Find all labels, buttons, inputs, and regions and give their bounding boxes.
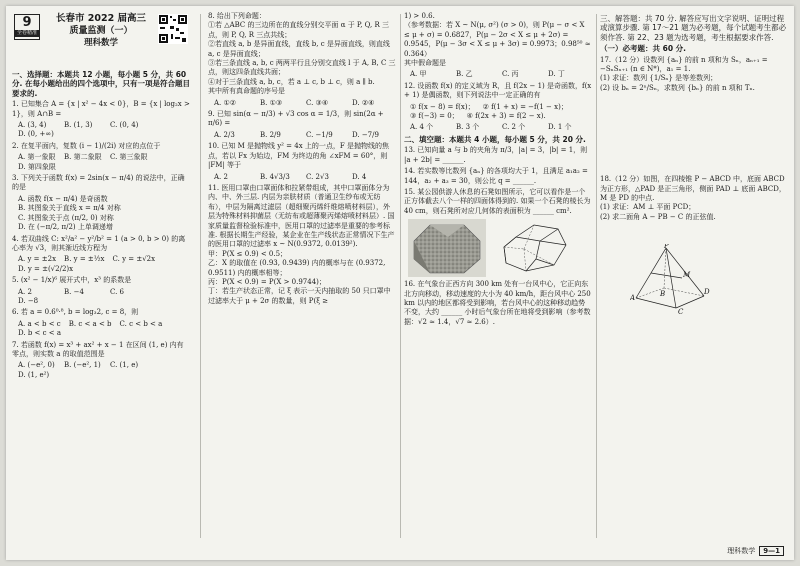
question-18: 18.（12 分）如图，在四棱锥 P − ABCD 中，底面 ABCD 为正方形，△PAD 是正三角形，侧面 PAD ⊥ 底面 ABCD，M 是 PD 的中点. (1) 求证：AM ⊥ 平面 PCD； (2) 求二面角 A − PB − C 的正弦值. bbox=[600, 175, 786, 221]
question-2: 2. 在复平面内，复数 (i − 1)/(2i) 对应的点位于 bbox=[12, 141, 161, 150]
column-divider bbox=[400, 14, 401, 538]
question-5: 5. (x² − 1/x)⁶ 展开式中，x³ 的系数是 bbox=[12, 276, 132, 285]
question-1: 1. 已知集合 A = {x | x² − 4x < 0}，B = {x | log₂x > 1}，则 A∩B = bbox=[12, 100, 190, 118]
truncated-cube-diagram bbox=[496, 219, 574, 277]
exam-page bbox=[6, 6, 794, 560]
title-line-3: 理科数学 bbox=[83, 38, 118, 48]
question-12-statements: ① f(x − 8) = f(x)； ② f(1 + x) = −f(1 − x)； ③ f(−3) = 0； ④ f(2x + 3) = f(2 − x). bbox=[410, 102, 568, 121]
question-16: 16. 在气象台正西方向 300 km 处有一台风中心，它正向东北方向移动，移动速度的大小为 40 km/h，距台风中心 250 km 以内的地区都将受到影响，若台风中心的这种移动趋势不变，大约 ______ 小时后气象台所在地将受到影响（参考数据：√2 ≈ 1.4，√7 ≈ 2.6）. bbox=[404, 280, 591, 326]
page-footer bbox=[727, 546, 784, 556]
vertex-label: M bbox=[683, 271, 691, 280]
question-12: 12. 设函数 f(x) 的定义域为 R，且 f(2x − 1) 是奇函数，f(x + 1) 是偶函数，则下列说法中一定正确的有 bbox=[404, 81, 592, 100]
question-11: 11. 医用口罩由口罩面体和拉紧带组成，其中口罩面体分为内、中、外三层. 内层为亲肤材质（普通卫生纱布或无纺布），中层为隔离过滤层（超细聚丙烯纤维熔喷材料层），外层为特殊材料抑菌层（无纺布或超薄聚丙烯熔喷材料层）. 国家质量监督检验标准中，医用口罩的过滤率是重要的参考标准. 根据长期生产经验，某企业在生产线状态正常情况下生产的医用口罩的过滤率 x ~ N(0.9372, 0.0139²). 甲：P(X ≤ 0.9) < 0.5； 乙：X 的取值在 (0.93, 0.9439) 内的概率与在 (0.9372, 0.9511) 内的概率相等； 丙：P(X < 0.9) = P(X > 0.9744)； 丁：若生产状态正常，记 ξ 表示一天内抽取的 50 只口罩中过滤率大于 μ + 2σ 的数量，则 P(ξ ≥ bbox=[208, 183, 395, 305]
question-10: 10. 已知 M 是抛物线 y² = 4x 上的一点，F 是抛物线的焦点，若以 Fx 为始边，FM 为终边的角 ∠xFM = 60°，则 |FM| 等于 bbox=[208, 142, 389, 170]
question-13: 13. 已知向量 a 与 b 的夹角为 π/3，|a| = 3，|b| = 1，则 |a + 2b| = ______. bbox=[404, 146, 588, 164]
question-8: 8. 给出下列命题： ①若 △ABC 的三边所在的直线分别交平面 α 于 P, Q, R 三点，则 P, Q, R 三点共线； ②若直线 a, b 是异面直线，直线 b, c 是异面直线，则直线 a, c 是异面直线； ③若三条直线 a, b, c 两两平行且分别交直线 l 于 A, B, C 三点，则这四条直线共面； ④对于三条直线 a, b, c，若 a ⊥ c, b ⊥ c，则 a ∥ b. 其中所有真命题的序号是 bbox=[208, 12, 396, 96]
column-3 bbox=[404, 12, 592, 542]
question-4: 4. 若双曲线 C: x²/a² − y²/b² = 1 (a > 0, b > 0) 的离心率为 √3，则其渐近线方程为 bbox=[12, 234, 186, 252]
exam-header bbox=[12, 12, 190, 68]
vertex-label: D bbox=[704, 288, 710, 297]
title-line-2: 质量监测（一） bbox=[69, 26, 133, 36]
stone-bench-photo bbox=[408, 219, 486, 277]
section-2-heading: 二、填空题：本题共 4 小题，每小题 5 分，共 20 分. bbox=[404, 134, 586, 144]
paper-tag: 全卷精准 bbox=[16, 30, 37, 36]
column-2 bbox=[208, 12, 396, 542]
question-3-options: A. 函数 f(x − π/4) 是奇函数 B. 其图象关于直线 x = π/4 对称 C. 其图象关于点 (π/2, 0) 对称 D. 在 (−π/2, π/2) 上单调递增 bbox=[18, 194, 121, 232]
column-divider bbox=[596, 14, 597, 538]
question-10-options: A. 2 B. 4√3/3 C. 2√3 D. 4 bbox=[214, 172, 367, 181]
required-section-heading: （一）必考题：共 60 分. bbox=[600, 44, 687, 54]
column-1 bbox=[12, 12, 190, 542]
question-15: 15. 某公园供游人休息的石凳如图所示，它可以看作是一个正方体截去八个一样的四面体得到的. 如果一个石凳的棱长为 40 cm，则石凳所对应几何体的表面积为 ______ cm². bbox=[404, 187, 591, 215]
question-1-options: A. (3, 4) B. (1, 3) C. (0, 4) D. (0, +∞) bbox=[18, 121, 139, 139]
exam-title bbox=[46, 12, 156, 49]
question-7: 7. 若函数 f(x) = x³ + ax² + x − 1 在区间 (1, e) 内有零点，则实数 a 的取值范围是 bbox=[12, 340, 184, 358]
question-11-continued: 1) > 0.6. （参考数据：若 X ~ N(μ, σ²) (σ > 0)，则 P(μ − σ < X ≤ μ + σ) = 0.6827，P(μ − 2σ < X ≤ μ + 2σ) = 0.9545，P(μ − 3σ < X ≤ μ + 3σ) = 0.9973；0.98⁵⁰ ≈ 0.364） 其中假命题是 bbox=[404, 12, 591, 68]
footer-subject: 理科数学 bbox=[727, 547, 756, 555]
question-14: 14. 若实数等比数列 {aₙ} 的各项均大于 1，且满足 a₁a₂ = 144，a₂ + a₃ = 30，则公比 q = ______. bbox=[404, 167, 588, 185]
paper-number: 9 bbox=[22, 15, 32, 30]
column-divider bbox=[200, 14, 201, 538]
question-7-options: A. (−e², 0) B. (−e², 1) C. (1, e) D. (1, e²) bbox=[18, 361, 139, 379]
question-4-options: A. y = ±2x B. y = ±½x C. y = ±√2x D. y = ±(√2/2)x bbox=[18, 255, 156, 273]
title-line-1: 长春市 2022 届高三 bbox=[55, 13, 147, 24]
question-11-options: A. 甲 B. 乙 C. 丙 D. 丁 bbox=[410, 70, 565, 79]
question-6-options: A. a < b < c B. c < a < b C. c < b < a D. b < c < a bbox=[18, 319, 163, 338]
pyramid-diagram bbox=[630, 244, 710, 316]
question-17: 17.（12 分）设数列 {aₙ} 的前 n 项和为 Sₙ，aₙ₊₁ = −SₙSₙ₊₁ (n ∈ N*)，a₁ = 1. (1) 求证：数列 {1/Sₙ} 是等差数列； (2) 设 bₙ = 2ⁿ/Sₙ，求数列 {bₙ} 的前 n 项和 Tₙ. bbox=[600, 55, 768, 92]
question-6: 6. 若 a = 0.6⁰·⁸, b = log₃2, c = 8，则 bbox=[12, 308, 139, 317]
vertex-label: P bbox=[664, 244, 669, 251]
vertex-label: B bbox=[660, 290, 666, 299]
answer-space bbox=[600, 95, 788, 175]
question-8-options: A. ①② B. ①③ C. ③④ D. ②④ bbox=[214, 98, 375, 107]
question-15-figures bbox=[408, 219, 592, 277]
question-9: 9. 已知 sin(α − π/3) + √3 cos α = 1/3，则 sin(2α + π/6) = bbox=[208, 110, 384, 128]
vertex-label: C bbox=[678, 308, 684, 317]
question-3: 3. 下列关于函数 f(x) = 2sin(x − π/4) 的说法中，正确的是 bbox=[12, 174, 185, 192]
vertex-label: A bbox=[630, 294, 636, 303]
qr-code-icon bbox=[158, 14, 188, 44]
column-4 bbox=[600, 12, 788, 542]
paper-number-badge bbox=[14, 14, 40, 40]
question-5-options: A. 2 B. −4 C. 6 D. −8 bbox=[18, 287, 125, 305]
footer-page-number: 9—1 bbox=[759, 546, 784, 556]
section-3-heading: 三、解答题：共 70 分. 解答应写出文字说明、证明过程或演算步骤. 第 17～21 题为必考题，每个试题考生都必须作答. 第 22、23 题为选考题，考生根据要求作答. bbox=[600, 14, 787, 42]
section-1-heading: 一、选择题：本题共 12 小题，每小题 5 分，共 60 分. 在每小题给出的四个选项中，只有一项是符合题目要求的. bbox=[12, 70, 190, 98]
question-2-options: A. 第一象限 B. 第二象限 C. 第三象限 D. 第四象限 bbox=[18, 153, 148, 171]
question-9-options: A. 2/3 B. 2/9 C. −1/9 D. −7/9 bbox=[214, 130, 379, 139]
question-12-options: A. 4 个 B. 3 个 C. 2 个 D. 1 个 bbox=[410, 123, 572, 132]
